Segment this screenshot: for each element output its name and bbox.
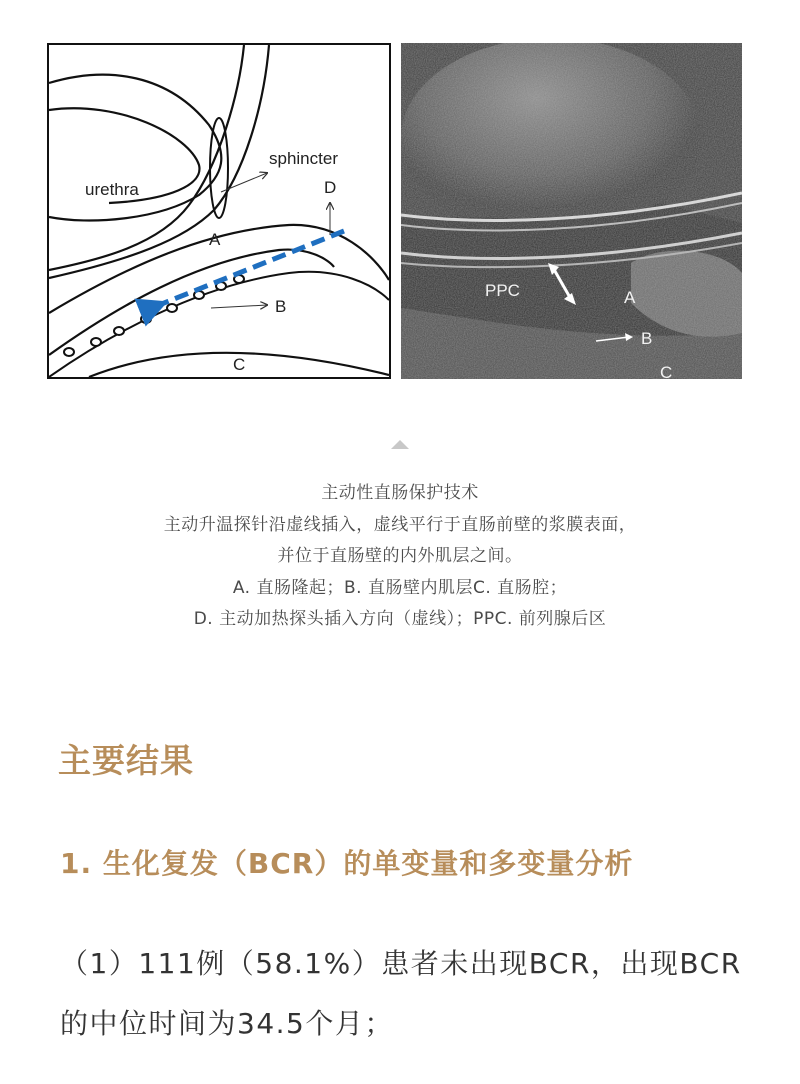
label-a: A: [209, 230, 221, 249]
label-urethra: urethra: [85, 180, 139, 199]
caption-line: D. 主动加热探头插入方向（虚线）；PPC. 前列腺后区: [193, 609, 607, 629]
caption-caret-icon: [391, 440, 409, 449]
result-paragraph: （1）111例（58.1%）患者未出现BCR，出现BCR的中位时间为34.5个月；: [60, 947, 742, 1040]
caption-line: 主动升温探针沿虚线插入，虚线平行于直肠前壁的浆膜表面，: [163, 514, 637, 535]
schematic-diagram: [47, 43, 391, 379]
label-c: C: [233, 355, 246, 374]
label-us-c: C: [660, 363, 673, 379]
figure-caption: [0, 478, 800, 636]
ultrasound-image: [401, 43, 742, 379]
caption-line: A. 直肠隆起；B. 直肠壁内肌层C. 直肠腔；: [232, 577, 568, 598]
label-us-a: A: [624, 288, 636, 307]
caption-line: 主动性直肠保护技术: [321, 483, 479, 503]
label-b: B: [275, 297, 287, 316]
label-us-b: B: [641, 329, 653, 348]
label-d: D: [324, 178, 337, 197]
label-sphincter: sphincter: [269, 149, 338, 168]
insertion-direction-arrow: [154, 231, 344, 307]
section-subtitle: 1. 生化复发（BCR）的单变量和多变量分析: [60, 847, 634, 880]
section-title: 主要结果: [58, 741, 194, 780]
caption-line: 并位于直肠壁的内外肌层之间。: [277, 546, 523, 566]
label-ppc: PPC: [485, 281, 520, 300]
